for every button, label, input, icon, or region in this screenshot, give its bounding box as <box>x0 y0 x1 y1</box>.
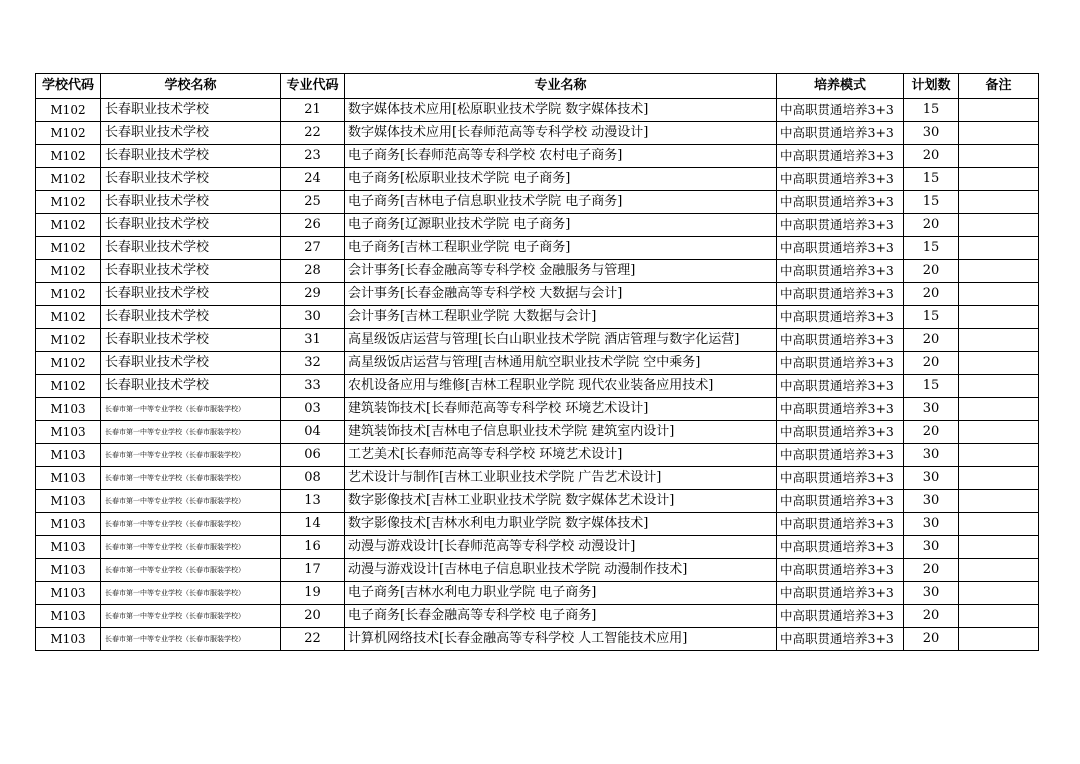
cell-school-code: M102 <box>36 145 101 168</box>
cell-school-name: 长春市第一中等专业学校（长春市服装学校） <box>101 536 281 559</box>
cell-plan-count: 30 <box>904 467 959 490</box>
cell-school-name: 长春市第一中等专业学校（长春市服装学校） <box>101 559 281 582</box>
cell-major-name: 动漫与游戏设计[长春师范高等专科学校 动漫设计] <box>345 536 777 559</box>
cell-plan-count: 20 <box>904 559 959 582</box>
cell-school-name: 长春市第一中等专业学校（长春市服装学校） <box>101 398 281 421</box>
cell-major-code: 03 <box>281 398 345 421</box>
cell-major-name: 电子商务[吉林水利电力职业学院 电子商务] <box>345 582 777 605</box>
cell-remarks <box>959 99 1039 122</box>
cell-training-mode: 中高职贯通培养3+3 <box>777 237 904 260</box>
cell-plan-count: 20 <box>904 421 959 444</box>
cell-school-name: 长春职业技术学校 <box>101 168 281 191</box>
cell-plan-count: 15 <box>904 306 959 329</box>
cell-school-name: 长春职业技术学校 <box>101 214 281 237</box>
cell-major-name: 动漫与游戏设计[吉林电子信息职业技术学院 动漫制作技术] <box>345 559 777 582</box>
header-row <box>36 74 1039 99</box>
cell-major-name: 数字影像技术[吉林工业职业技术学院 数字媒体艺术设计] <box>345 490 777 513</box>
table-row <box>36 283 1039 306</box>
cell-school-name: 长春市第一中等专业学校（长春市服装学校） <box>101 582 281 605</box>
cell-plan-count: 20 <box>904 145 959 168</box>
cell-school-name: 长春职业技术学校 <box>101 237 281 260</box>
cell-major-code: 19 <box>281 582 345 605</box>
cell-training-mode: 中高职贯通培养3+3 <box>777 99 904 122</box>
cell-training-mode: 中高职贯通培养3+3 <box>777 628 904 651</box>
cell-major-code: 32 <box>281 352 345 375</box>
cell-major-code: 08 <box>281 467 345 490</box>
table-row <box>36 168 1039 191</box>
cell-major-name: 高星级饭店运营与管理[吉林通用航空职业技术学院 空中乘务] <box>345 352 777 375</box>
cell-training-mode: 中高职贯通培养3+3 <box>777 467 904 490</box>
cell-remarks <box>959 237 1039 260</box>
cell-remarks <box>959 214 1039 237</box>
cell-major-name: 电子商务[长春金融高等专科学校 电子商务] <box>345 605 777 628</box>
cell-remarks <box>959 490 1039 513</box>
cell-school-name: 长春职业技术学校 <box>101 122 281 145</box>
cell-plan-count: 30 <box>904 536 959 559</box>
cell-school-code: M103 <box>36 582 101 605</box>
cell-school-name: 长春职业技术学校 <box>101 375 281 398</box>
table-row <box>36 559 1039 582</box>
cell-remarks <box>959 582 1039 605</box>
cell-remarks <box>959 145 1039 168</box>
cell-training-mode: 中高职贯通培养3+3 <box>777 582 904 605</box>
cell-school-name: 长春职业技术学校 <box>101 260 281 283</box>
cell-school-code: M102 <box>36 168 101 191</box>
cell-plan-count: 20 <box>904 329 959 352</box>
cell-major-name: 电子商务[长春师范高等专科学校 农村电子商务] <box>345 145 777 168</box>
cell-major-name: 电子商务[吉林工程职业学院 电子商务] <box>345 237 777 260</box>
cell-major-code: 06 <box>281 444 345 467</box>
table-row <box>36 260 1039 283</box>
cell-school-code: M103 <box>36 628 101 651</box>
table-row <box>36 444 1039 467</box>
cell-plan-count: 15 <box>904 237 959 260</box>
cell-remarks <box>959 260 1039 283</box>
cell-training-mode: 中高职贯通培养3+3 <box>777 536 904 559</box>
cell-training-mode: 中高职贯通培养3+3 <box>777 375 904 398</box>
cell-school-code: M103 <box>36 467 101 490</box>
cell-school-name: 长春职业技术学校 <box>101 145 281 168</box>
cell-training-mode: 中高职贯通培养3+3 <box>777 168 904 191</box>
cell-major-code: 22 <box>281 628 345 651</box>
cell-school-code: M102 <box>36 99 101 122</box>
header-school-code: 学校代码 <box>36 74 101 99</box>
table-row <box>36 191 1039 214</box>
cell-major-name: 农机设备应用与维修[吉林工程职业学院 现代农业装备应用技术] <box>345 375 777 398</box>
cell-major-name: 数字影像技术[吉林水利电力职业学院 数字媒体技术] <box>345 513 777 536</box>
cell-remarks <box>959 329 1039 352</box>
cell-major-name: 电子商务[吉林电子信息职业技术学院 电子商务] <box>345 191 777 214</box>
cell-training-mode: 中高职贯通培养3+3 <box>777 306 904 329</box>
cell-plan-count: 20 <box>904 283 959 306</box>
cell-school-code: M102 <box>36 214 101 237</box>
cell-remarks <box>959 444 1039 467</box>
cell-plan-count: 15 <box>904 375 959 398</box>
cell-major-name: 建筑装饰技术[长春师范高等专科学校 环境艺术设计] <box>345 398 777 421</box>
cell-school-code: M102 <box>36 352 101 375</box>
cell-school-code: M103 <box>36 605 101 628</box>
cell-school-code: M102 <box>36 329 101 352</box>
cell-plan-count: 20 <box>904 214 959 237</box>
cell-remarks <box>959 467 1039 490</box>
cell-plan-count: 15 <box>904 168 959 191</box>
cell-school-code: M103 <box>36 421 101 444</box>
cell-major-code: 13 <box>281 490 345 513</box>
cell-major-name: 高星级饭店运营与管理[长白山职业技术学院 酒店管理与数字化运营] <box>345 329 777 352</box>
table-row <box>36 329 1039 352</box>
cell-major-code: 27 <box>281 237 345 260</box>
cell-school-name: 长春职业技术学校 <box>101 352 281 375</box>
header-school-name: 学校名称 <box>101 74 281 99</box>
cell-remarks <box>959 306 1039 329</box>
cell-remarks <box>959 398 1039 421</box>
cell-school-name: 长春职业技术学校 <box>101 283 281 306</box>
header-training-mode: 培养模式 <box>777 74 904 99</box>
cell-major-code: 30 <box>281 306 345 329</box>
cell-remarks <box>959 421 1039 444</box>
cell-training-mode: 中高职贯通培养3+3 <box>777 352 904 375</box>
cell-school-name: 长春职业技术学校 <box>101 329 281 352</box>
table-row <box>36 605 1039 628</box>
cell-major-code: 33 <box>281 375 345 398</box>
cell-training-mode: 中高职贯通培养3+3 <box>777 145 904 168</box>
table-row <box>36 467 1039 490</box>
header-plan-count: 计划数 <box>904 74 959 99</box>
cell-major-code: 25 <box>281 191 345 214</box>
cell-plan-count: 30 <box>904 122 959 145</box>
cell-training-mode: 中高职贯通培养3+3 <box>777 329 904 352</box>
cell-major-code: 21 <box>281 99 345 122</box>
cell-plan-count: 20 <box>904 628 959 651</box>
cell-training-mode: 中高职贯通培养3+3 <box>777 191 904 214</box>
cell-training-mode: 中高职贯通培养3+3 <box>777 122 904 145</box>
cell-major-code: 29 <box>281 283 345 306</box>
cell-school-name: 长春市第一中等专业学校（长春市服装学校） <box>101 490 281 513</box>
cell-plan-count: 20 <box>904 260 959 283</box>
cell-school-code: M102 <box>36 237 101 260</box>
cell-school-name: 长春市第一中等专业学校（长春市服装学校） <box>101 467 281 490</box>
cell-school-code: M103 <box>36 490 101 513</box>
cell-training-mode: 中高职贯通培养3+3 <box>777 513 904 536</box>
cell-training-mode: 中高职贯通培养3+3 <box>777 260 904 283</box>
header-major-code: 专业代码 <box>281 74 345 99</box>
cell-plan-count: 15 <box>904 99 959 122</box>
table-row <box>36 352 1039 375</box>
cell-training-mode: 中高职贯通培养3+3 <box>777 605 904 628</box>
cell-school-name: 长春市第一中等专业学校（长春市服装学校） <box>101 421 281 444</box>
cell-school-name: 长春职业技术学校 <box>101 99 281 122</box>
header-remarks: 备注 <box>959 74 1039 99</box>
cell-major-name: 会计事务[长春金融高等专科学校 大数据与会计] <box>345 283 777 306</box>
cell-major-name: 电子商务[松原职业技术学院 电子商务] <box>345 168 777 191</box>
table-row <box>36 99 1039 122</box>
cell-remarks <box>959 191 1039 214</box>
cell-plan-count: 15 <box>904 191 959 214</box>
cell-remarks <box>959 536 1039 559</box>
cell-plan-count: 30 <box>904 513 959 536</box>
cell-plan-count: 20 <box>904 352 959 375</box>
table-row <box>36 375 1039 398</box>
cell-major-code: 20 <box>281 605 345 628</box>
cell-remarks <box>959 283 1039 306</box>
cell-school-name: 长春市第一中等专业学校（长春市服装学校） <box>101 605 281 628</box>
table-row <box>36 214 1039 237</box>
cell-major-code: 23 <box>281 145 345 168</box>
cell-major-code: 31 <box>281 329 345 352</box>
table-row <box>36 237 1039 260</box>
cell-remarks <box>959 628 1039 651</box>
cell-school-code: M103 <box>36 536 101 559</box>
cell-major-code: 04 <box>281 421 345 444</box>
cell-major-code: 22 <box>281 122 345 145</box>
cell-plan-count: 30 <box>904 444 959 467</box>
cell-major-code: 17 <box>281 559 345 582</box>
cell-major-code: 28 <box>281 260 345 283</box>
cell-school-name: 长春职业技术学校 <box>101 306 281 329</box>
cell-plan-count: 30 <box>904 398 959 421</box>
cell-school-code: M102 <box>36 375 101 398</box>
cell-plan-count: 30 <box>904 582 959 605</box>
cell-school-name: 长春市第一中等专业学校（长春市服装学校） <box>101 444 281 467</box>
cell-training-mode: 中高职贯通培养3+3 <box>777 444 904 467</box>
cell-major-name: 数字媒体技术应用[长春师范高等专科学校 动漫设计] <box>345 122 777 145</box>
cell-training-mode: 中高职贯通培养3+3 <box>777 283 904 306</box>
cell-plan-count: 20 <box>904 605 959 628</box>
cell-school-code: M102 <box>36 122 101 145</box>
cell-remarks <box>959 375 1039 398</box>
cell-school-code: M103 <box>36 398 101 421</box>
table-body <box>36 99 1039 651</box>
cell-training-mode: 中高职贯通培养3+3 <box>777 421 904 444</box>
cell-plan-count: 30 <box>904 490 959 513</box>
cell-training-mode: 中高职贯通培养3+3 <box>777 214 904 237</box>
header-major-name: 专业名称 <box>345 74 777 99</box>
cell-school-code: M103 <box>36 513 101 536</box>
cell-school-code: M103 <box>36 444 101 467</box>
cell-school-code: M102 <box>36 306 101 329</box>
cell-major-name: 数字媒体技术应用[松原职业技术学院 数字媒体技术] <box>345 99 777 122</box>
cell-major-name: 计算机网络技术[长春金融高等专科学校 人工智能技术应用] <box>345 628 777 651</box>
table-row <box>36 306 1039 329</box>
cell-school-name: 长春职业技术学校 <box>101 191 281 214</box>
cell-school-code: M102 <box>36 191 101 214</box>
table-row <box>36 122 1039 145</box>
cell-remarks <box>959 559 1039 582</box>
cell-major-code: 24 <box>281 168 345 191</box>
cell-school-code: M102 <box>36 283 101 306</box>
table-row <box>36 421 1039 444</box>
cell-remarks <box>959 605 1039 628</box>
cell-major-name: 会计事务[长春金融高等专科学校 金融服务与管理] <box>345 260 777 283</box>
cell-major-name: 工艺美术[长春师范高等专科学校 环境艺术设计] <box>345 444 777 467</box>
cell-major-code: 16 <box>281 536 345 559</box>
table-row <box>36 536 1039 559</box>
table-row <box>36 398 1039 421</box>
table-row <box>36 145 1039 168</box>
cell-remarks <box>959 122 1039 145</box>
cell-remarks <box>959 352 1039 375</box>
cell-major-code: 14 <box>281 513 345 536</box>
cell-remarks <box>959 513 1039 536</box>
cell-major-name: 艺术设计与制作[吉林工业职业技术学院 广告艺术设计] <box>345 467 777 490</box>
cell-remarks <box>959 168 1039 191</box>
cell-training-mode: 中高职贯通培养3+3 <box>777 490 904 513</box>
table-row <box>36 490 1039 513</box>
cell-school-name: 长春市第一中等专业学校（长春市服装学校） <box>101 513 281 536</box>
cell-school-code: M103 <box>36 559 101 582</box>
cell-major-code: 26 <box>281 214 345 237</box>
cell-school-name: 长春市第一中等专业学校（长春市服装学校） <box>101 628 281 651</box>
cell-training-mode: 中高职贯通培养3+3 <box>777 398 904 421</box>
table-row <box>36 582 1039 605</box>
enrollment-plan-table <box>35 73 1039 651</box>
cell-training-mode: 中高职贯通培养3+3 <box>777 559 904 582</box>
cell-major-name: 电子商务[辽源职业技术学院 电子商务] <box>345 214 777 237</box>
table-row <box>36 628 1039 651</box>
cell-school-code: M102 <box>36 260 101 283</box>
cell-major-name: 建筑装饰技术[吉林电子信息职业技术学院 建筑室内设计] <box>345 421 777 444</box>
cell-major-name: 会计事务[吉林工程职业学院 大数据与会计] <box>345 306 777 329</box>
table-row <box>36 513 1039 536</box>
